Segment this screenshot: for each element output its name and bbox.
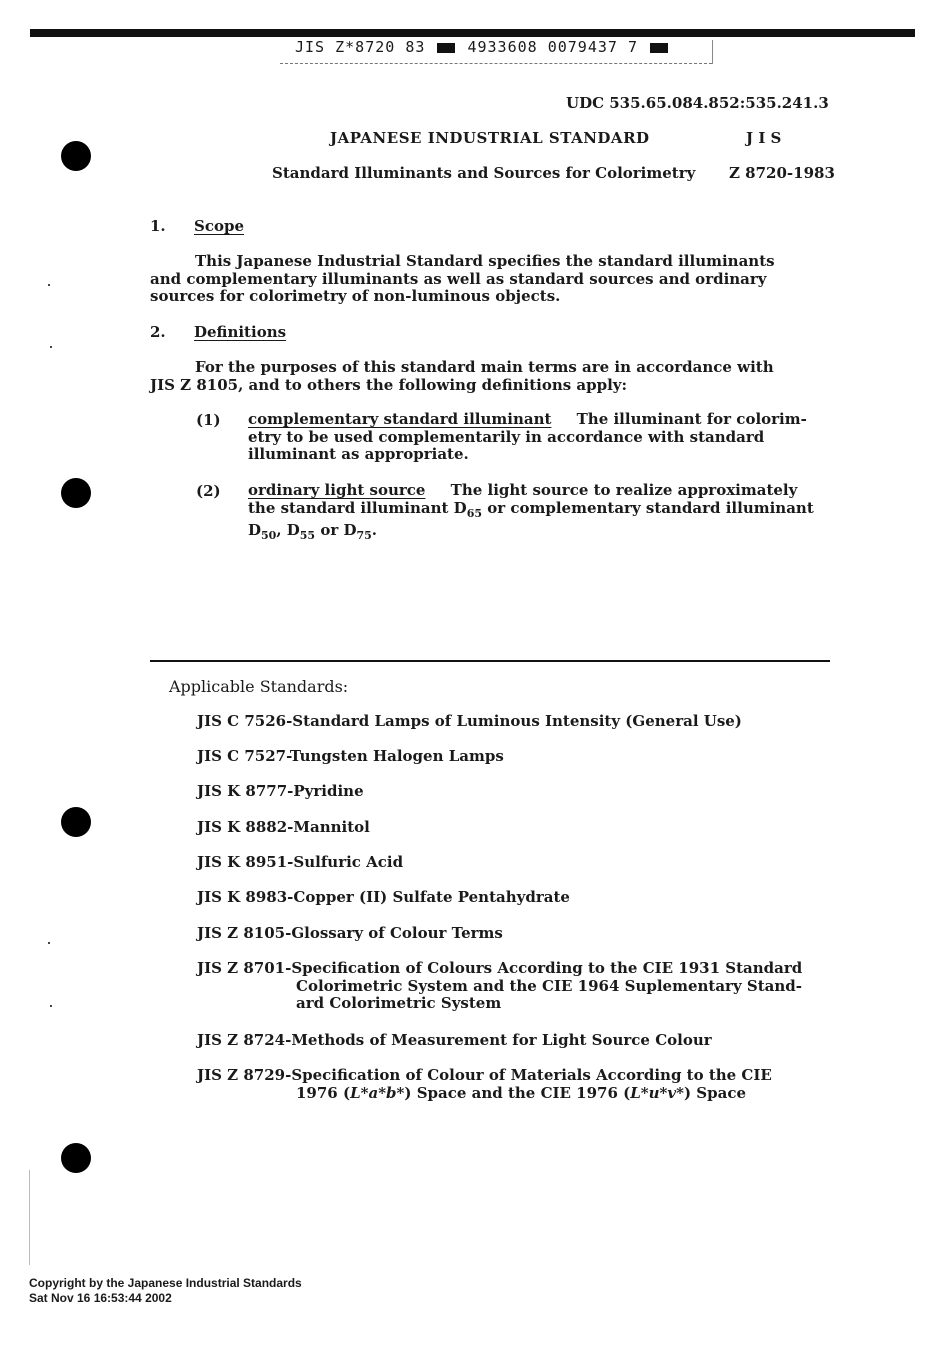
section-number-scope: 1. [150, 217, 166, 235]
separator: or D [315, 521, 357, 539]
definition-number-1: (1) [196, 411, 221, 429]
applicable-standard-item: JIS C 7527-Tungsten Halogen Lamps [197, 747, 504, 765]
definition-text-1: The illuminant for colorim- [576, 410, 807, 428]
timestamp-line: Sat Nov 16 16:53:44 2002 [29, 1291, 172, 1305]
applicable-standard-item-8701 [197, 960, 837, 1013]
scan-speck [48, 942, 50, 944]
applicable-standard-item: JIS Z 8105-Glossary of Colour Terms [197, 924, 503, 942]
definitions-intro-line: For the purposes of this standard main terms are in accordance with [195, 358, 774, 376]
definition-term-1: complementary standard illuminant [248, 410, 552, 428]
punch-hole [61, 1143, 91, 1173]
applicable-standard-item-8724: JIS Z 8724-Methods of Measurement for Light Source Colour [197, 1031, 712, 1049]
header-underline [280, 63, 712, 64]
header-document-code [295, 38, 670, 56]
header-block-mark [437, 43, 455, 53]
definition-text-1-line2: etry to be used complementarily in accordance with standard [248, 427, 765, 446]
applicable-standard-item-8729 [197, 1067, 837, 1102]
applicable-standards-heading: Applicable Standards: [169, 677, 349, 696]
document-title: Standard Illuminants and Sources for Colorimetry [272, 164, 696, 182]
header-code-middle: 4933608 0079437 7 [467, 38, 638, 56]
definition-text-2-line2b: or complementary standard illuminant [482, 498, 814, 517]
definition-text-2-line2a: the standard illuminant D [248, 498, 467, 517]
top-border-bar [30, 29, 915, 37]
definition-item-1 [248, 411, 838, 464]
header-block-mark-end [650, 43, 668, 53]
jis-mark: J I S [746, 129, 782, 147]
item-8729-line2a: 1976 ( [296, 1083, 351, 1102]
scope-line: and complementary illuminants as well as standard sources and ordinary [150, 269, 767, 288]
color-space-luv: L*u*v* [630, 1083, 684, 1102]
subscript-75: 75 [356, 529, 372, 542]
section-heading-definitions: Definitions [194, 323, 287, 341]
applicable-standard-item: JIS K 8951-Sulfuric Acid [197, 853, 404, 871]
section-separator-rule [150, 660, 830, 662]
definition-number-2: (2) [196, 482, 221, 500]
item-8701-line3: ard Colorimetric System [296, 994, 502, 1012]
applicable-standard-item: JIS K 8882-Mannitol [197, 818, 370, 836]
item-8729-line2b: ) Space and the CIE 1976 ( [404, 1083, 631, 1102]
punch-hole [61, 478, 91, 508]
applicable-standard-item: JIS K 8983-Copper (II) Sulfate Pentahydrate [197, 888, 570, 906]
header-edge-tick [712, 40, 713, 64]
item-8701-line1: JIS Z 8701-Specification of Colours According to the CIE 1931 Standard [197, 959, 803, 977]
scope-line: sources for colorimetry of non-luminous objects. [150, 287, 561, 305]
definitions-intro-line: JIS Z 8105, and to others the following definitions apply: [150, 375, 628, 394]
header-code-left: JIS Z*8720 83 [295, 38, 426, 56]
subscript-65: 65 [466, 506, 482, 520]
punch-hole [61, 141, 91, 171]
definition-text-2: The light source to realize approximately [450, 481, 798, 499]
scope-paragraph [150, 253, 830, 306]
udc-number: UDC 535.65.084.852:535.241.3 [566, 94, 829, 112]
applicable-standard-item: JIS C 7526-Standard Lamps of Luminous Intensity (General Use) [197, 712, 742, 730]
subscript-50: 50 [261, 529, 277, 542]
applicable-standard-item: JIS K 8777-Pyridine [197, 782, 364, 800]
document-designation: Z 8720-1983 [729, 164, 835, 182]
illuminant-d: D [248, 521, 262, 539]
definitions-intro [150, 359, 830, 394]
scan-edge-line [29, 1170, 30, 1265]
organization-title: JAPANESE INDUSTRIAL STANDARD [330, 129, 650, 147]
item-8729-line2c: ) Space [683, 1083, 746, 1102]
item-8729-line1: JIS Z 8729-Specification of Colour of Materials According to the CIE [197, 1066, 772, 1084]
subscript-55: 55 [299, 529, 316, 542]
punch-hole [61, 807, 91, 837]
section-heading-scope: Scope [194, 217, 245, 235]
copyright-footer [29, 1276, 302, 1306]
period: . [371, 521, 378, 539]
separator: , D [276, 521, 300, 539]
definition-term-2: ordinary light source [248, 481, 426, 499]
copyright-line: Copyright by the Japanese Industrial Standards [29, 1276, 302, 1290]
definition-text-1-line3: illuminant as appropriate. [248, 445, 469, 463]
definition-item-2 [248, 482, 838, 545]
scan-speck [50, 346, 52, 348]
scope-line: This Japanese Industrial Standard specifies the standard illuminants [195, 252, 775, 270]
item-8701-line2: Colorimetric System and the CIE 1964 Suplementary Stand- [296, 976, 803, 995]
scan-speck [48, 284, 50, 286]
color-space-lab: L*a*b* [350, 1083, 405, 1102]
scan-speck [50, 1005, 52, 1007]
section-number-definitions: 2. [150, 323, 166, 341]
